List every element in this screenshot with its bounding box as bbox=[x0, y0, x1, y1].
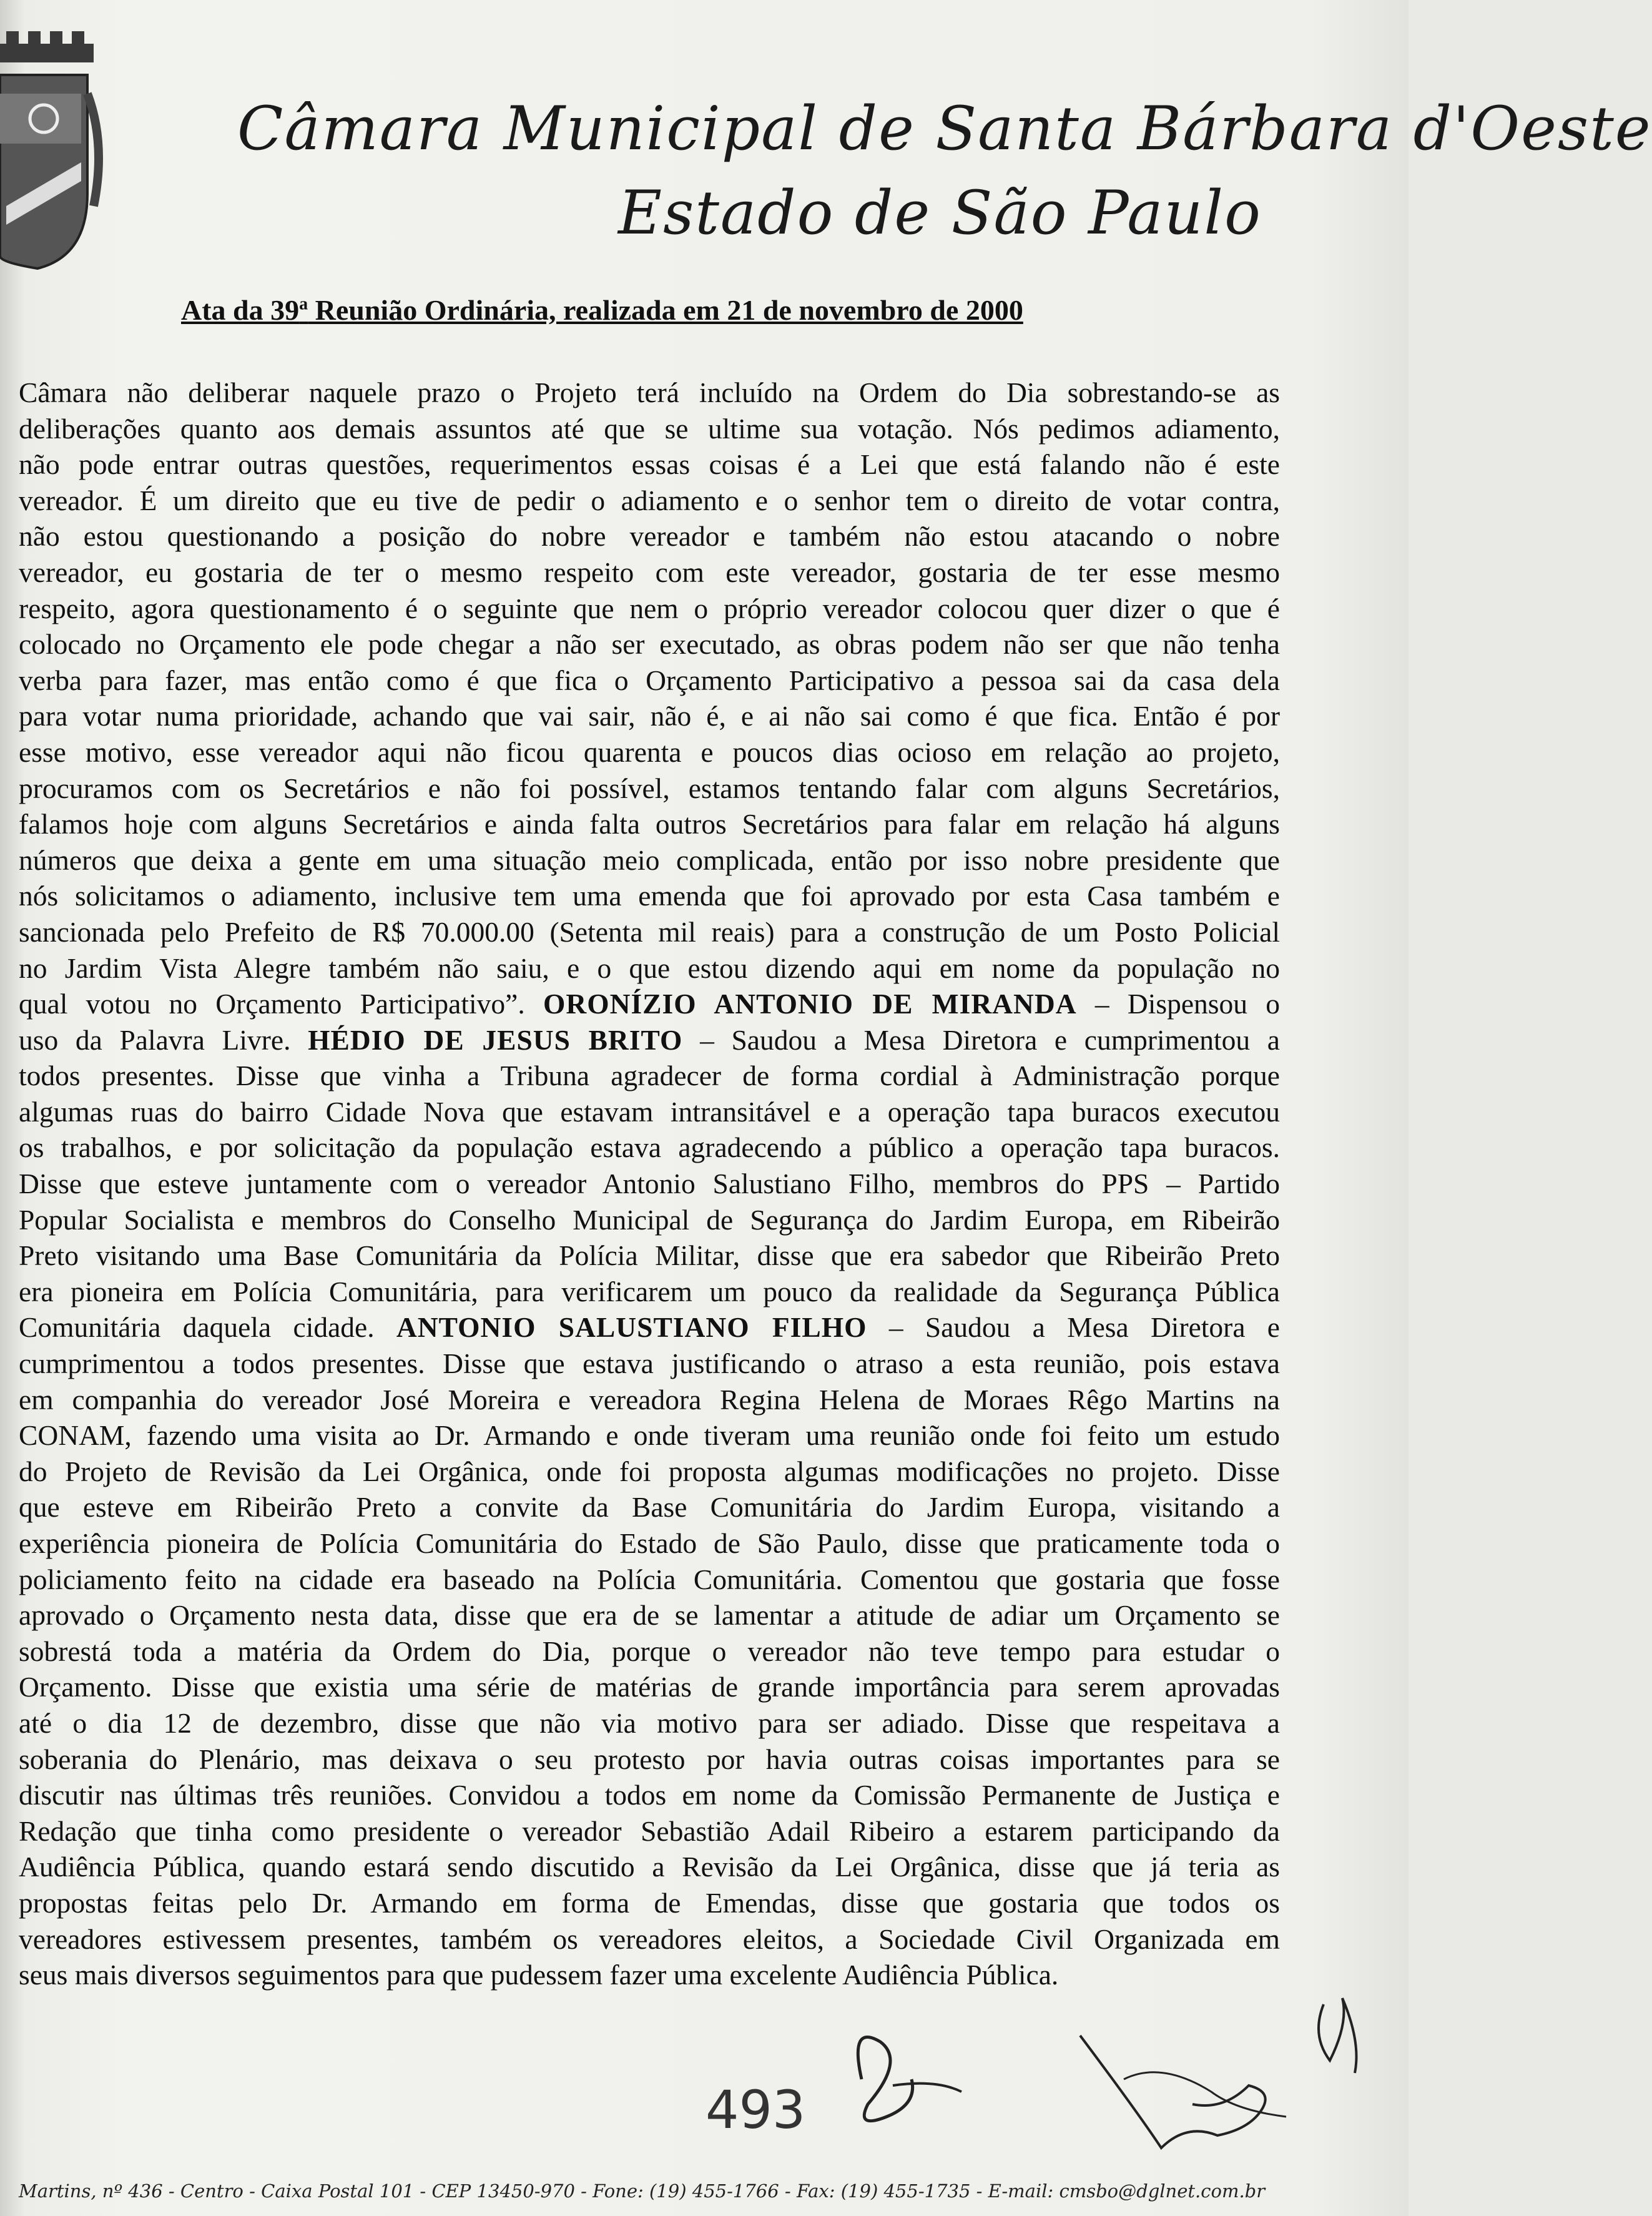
body-line: em companhia do vereador José Moreira e vereadora Regina Helena de Moraes Rêgo Martins na bbox=[19, 1383, 1280, 1416]
minutes-body bbox=[19, 375, 1280, 1993]
body-line: todos presentes. Disse que vinha a Tribuna agradecer de forma cordial à Administração porque bbox=[19, 1060, 1280, 1092]
body-line: no Jardim Vista Alegre também não saiu, e o que estou dizendo aqui em nome da população no bbox=[19, 952, 1280, 984]
body-line: colocado no Orçamento ele pode chegar a não ser executado, as obras podem não ser que não tenha bbox=[19, 628, 1280, 661]
body-line: Orçamento. Disse que existia uma série de matérias de grande importância para serem aprovadas bbox=[19, 1671, 1280, 1703]
body-line: não pode entrar outras questões, requerimentos essas coisas é a Lei que está falando não é este bbox=[19, 448, 1280, 481]
body-line: para votar numa prioridade, achando que vai sair, não é, e ai não sai como é que fica. Então é por bbox=[19, 700, 1280, 732]
title-ordinal: a bbox=[299, 294, 308, 314]
body-line: deliberações quanto aos demais assuntos até que se ultime sua votação. Nós pedimos adiamento, bbox=[19, 412, 1280, 445]
body-text-segment: – Saudou a Mesa Diretora e cumprimentou a bbox=[682, 1023, 1280, 1056]
title-prefix: Ata da 39 bbox=[181, 294, 300, 326]
body-line: respeito, agora questionamento é o seguinte que nem o próprio vereador colocou quer dizer o que é bbox=[19, 592, 1280, 624]
body-line: que esteve em Ribeirão Preto a convite da Base Comunitária do Jardim Europa, visitando a bbox=[19, 1491, 1280, 1524]
body-line: era pioneira em Polícia Comunitária, para verificarem um pouco da realidade da Segurança Pública bbox=[19, 1275, 1280, 1307]
body-line bbox=[19, 986, 1280, 1022]
body-line: vereadores estivessem presentes, também os vereadores eleitos, a Sociedade Civil Organizada em bbox=[19, 1923, 1280, 1955]
body-line: Preto visitando uma Base Comunitária da Polícia Militar, disse que era sabedor que Ribeirão Preto bbox=[19, 1239, 1280, 1272]
body-line: vereador, eu gostaria de ter o mesmo respeito com este vereador, gostaria de ter esse mesmo bbox=[19, 556, 1280, 588]
address-footer: Martins, nº 436 - Centro - Caixa Postal 101 - CEP 13450-970 - Fone: (19) 455-1766 - Fax: (19) 455-1735 - E-mail: cmsbo@dglnet.com.br bbox=[19, 2180, 1266, 2202]
body-line: Popular Socialista e membros do Conselho Municipal de Segurança do Jardim Europa, em Ribeirão bbox=[19, 1203, 1280, 1236]
body-line: números que deixa a gente em uma situação meio complicada, então por isso nobre presidente que bbox=[19, 844, 1280, 876]
body-text-segment: uso da Palavra Livre. bbox=[19, 1023, 308, 1056]
body-line: Audiência Pública, quando estará sendo discutido a Revisão da Lei Orgânica, disse que já teria as bbox=[19, 1851, 1280, 1883]
body-line: experiência pioneira de Polícia Comunitária do Estado de São Paulo, disse que praticamente toda o bbox=[19, 1527, 1280, 1559]
body-line bbox=[19, 1022, 1280, 1058]
body-line: sobrestá toda a matéria da Ordem do Dia, porque o vereador não teve tempo para estudar o bbox=[19, 1635, 1280, 1667]
body-text-segment: Comunitária daquela cidade. bbox=[19, 1311, 396, 1344]
body-line: seus mais diversos seguimentos para que pudessem fazer uma excelente Audiência Pública. bbox=[19, 1959, 1059, 1991]
body-line: propostas feitas pelo Dr. Armando em forma de Emendas, disse que gostaria que todos os bbox=[19, 1886, 1280, 1919]
title-suffix: Reunião Ordinária, realizada em 21 de novembro de 2000 bbox=[308, 294, 1023, 326]
speaker-name: ORONÍZIO ANTONIO DE MIRANDA bbox=[543, 988, 1077, 1020]
coat-of-arms-icon bbox=[0, 19, 100, 281]
body-line: Redação que tinha como presidente o vereador Sebastião Adail Ribeiro a estarem participando da bbox=[19, 1815, 1280, 1847]
body-line: CONAM, fazendo uma visita ao Dr. Armando e onde tiveram uma reunião onde foi feito um estudo bbox=[19, 1419, 1280, 1452]
body-line: vereador. É um direito que eu tive de pedir o adiamento e o senhor tem o direito de votar contra, bbox=[19, 484, 1280, 516]
body-line: aprovado o Orçamento nesta data, disse que era de se lamentar a atitude de adiar um Orçamento se bbox=[19, 1599, 1280, 1632]
handwritten-signatures bbox=[812, 1986, 1374, 2173]
body-line: algumas ruas do bairro Cidade Nova que estavam intransitável e a operação tapa buracos executou bbox=[19, 1095, 1280, 1128]
body-text-segment: qual votou no Orçamento Participativo”. bbox=[19, 988, 543, 1020]
body-text-segment: – Dispensou o bbox=[1076, 988, 1281, 1020]
body-line: procuramos com os Secretários e não foi possível, estamos tentando falar com alguns Secretários, bbox=[19, 772, 1280, 804]
body-line: nós solicitamos o adiamento, inclusive tem uma emenda que foi aprovado por esta Casa também e bbox=[19, 880, 1280, 912]
minutes-title bbox=[181, 293, 1118, 327]
body-line: sancionada pelo Prefeito de R$ 70.000.00 (Setenta mil reais) para a construção de um Posto Policial bbox=[19, 915, 1280, 948]
page-number: 493 bbox=[706, 2079, 806, 2140]
body-line: não estou questionando a posição do nobre vereador e também não estou atacando o nobre bbox=[19, 520, 1280, 553]
body-line: esse motivo, esse vereador aqui não ficou quarenta e poucos dias ocioso em relação ao projeto, bbox=[19, 736, 1280, 768]
body-line: verba para fazer, mas então como é que fica o Orçamento Participativo a pessoa sai da casa dela bbox=[19, 664, 1280, 696]
body-line: discutir nas últimas três reuniões. Convidou a todos em nome da Comissão Permanente de Justiça e bbox=[19, 1779, 1280, 1811]
body-line: soberania do Plenário, mas deixava o seu protesto por havia outras coisas importantes para se bbox=[19, 1743, 1280, 1775]
body-line: policiamento feito na cidade era baseado na Polícia Comunitária. Comentou que gostaria que fosse bbox=[19, 1563, 1280, 1595]
body-line: Câmara não deliberar naquele prazo o Projeto terá incluído na Ordem do Dia sobrestando-se as bbox=[19, 377, 1280, 408]
speaker-name: HÉDIO DE JESUS BRITO bbox=[308, 1023, 683, 1056]
body-line: do Projeto de Revisão da Lei Orgânica, onde foi proposta algumas modificações no projeto. Disse bbox=[19, 1455, 1280, 1487]
body-line: cumprimentou a todos presentes. Disse que estava justificando o atraso a esta reunião, pois estava bbox=[19, 1347, 1280, 1380]
body-text-segment: – Saudou a Mesa Diretora e bbox=[867, 1311, 1281, 1344]
body-line bbox=[19, 1309, 1280, 1346]
body-line: Disse que esteve juntamente com o vereador Antonio Salustiano Filho, membros do PPS – Partido bbox=[19, 1168, 1280, 1200]
body-line: até o dia 12 de dezembro, disse que não via motivo para ser adiado. Disse que respeitava a bbox=[19, 1706, 1280, 1739]
speaker-name: ANTONIO SALUSTIANO FILHO bbox=[396, 1311, 867, 1344]
body-line: falamos hoje com alguns Secretários e ainda falta outros Secretários para falar em relação há alguns bbox=[19, 808, 1280, 840]
chamber-name-heading: Câmara Municipal de Santa Bárbara d'Oeste bbox=[237, 94, 1652, 164]
state-name-heading: Estado de São Paulo bbox=[618, 178, 1262, 248]
body-line: os trabalhos, e por solicitação da população estava agradecendo a público a operação tapa buracos. bbox=[19, 1131, 1280, 1164]
